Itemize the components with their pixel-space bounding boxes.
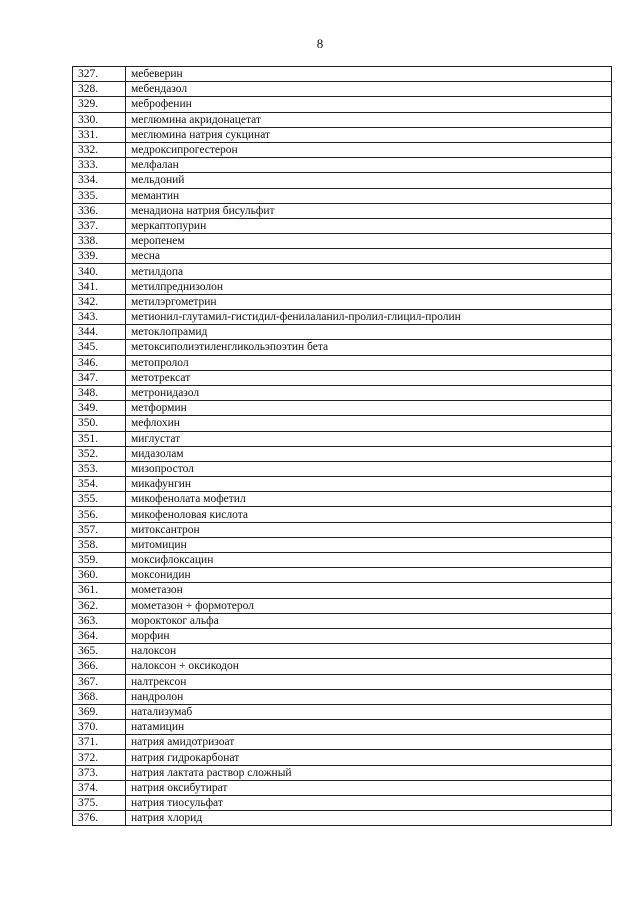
drug-name: мебеверин (126, 67, 612, 82)
row-number: 369. (73, 704, 126, 719)
table-row (73, 279, 612, 294)
table-row (73, 735, 612, 750)
drug-name: микофеноловая кислота (126, 507, 612, 522)
drug-name: мефлохин (126, 416, 612, 431)
row-number: 376. (73, 811, 126, 826)
drug-name: микафунгин (126, 477, 612, 492)
drug-name: мороктоког альфа (126, 613, 612, 628)
row-number: 335. (73, 188, 126, 203)
table-row (73, 659, 612, 674)
row-number: 350. (73, 416, 126, 431)
drug-name: налоксон + оксикодон (126, 659, 612, 674)
table-row (73, 112, 612, 127)
drug-name: налоксон (126, 644, 612, 659)
row-number: 362. (73, 598, 126, 613)
row-number: 352. (73, 446, 126, 461)
table-row (73, 188, 612, 203)
row-number: 336. (73, 203, 126, 218)
row-number: 341. (73, 279, 126, 294)
table-row (73, 765, 612, 780)
drug-list-table (72, 66, 612, 826)
table-row (73, 340, 612, 355)
row-number: 371. (73, 735, 126, 750)
table-row (73, 67, 612, 82)
row-number: 345. (73, 340, 126, 355)
table-row (73, 203, 612, 218)
row-number: 374. (73, 780, 126, 795)
table-row (73, 446, 612, 461)
drug-name: мометазон (126, 583, 612, 598)
table-row (73, 461, 612, 476)
drug-name: натамицин (126, 720, 612, 735)
row-number: 347. (73, 370, 126, 385)
row-number: 366. (73, 659, 126, 674)
drug-name: натрия тиосульфат (126, 796, 612, 811)
drug-name: меропенем (126, 234, 612, 249)
drug-name: меркаптопурин (126, 218, 612, 233)
drug-name: метоклопрамид (126, 325, 612, 340)
table-row (73, 218, 612, 233)
row-number: 337. (73, 218, 126, 233)
row-number: 361. (73, 583, 126, 598)
table-row (73, 522, 612, 537)
table-row (73, 310, 612, 325)
row-number: 346. (73, 355, 126, 370)
table-row (73, 82, 612, 97)
table-row (73, 325, 612, 340)
drug-name: мелфалан (126, 158, 612, 173)
row-number: 327. (73, 67, 126, 82)
row-number: 351. (73, 431, 126, 446)
page-number: 8 (316, 36, 324, 51)
table-row (73, 674, 612, 689)
drug-name: натрия амидотризоат (126, 735, 612, 750)
row-number: 360. (73, 568, 126, 583)
row-number: 334. (73, 173, 126, 188)
table-row (73, 613, 612, 628)
drug-name: месна (126, 249, 612, 264)
row-number: 372. (73, 750, 126, 765)
drug-name: натрия хлорид (126, 811, 612, 826)
table-row (73, 492, 612, 507)
drug-name: метформин (126, 401, 612, 416)
table-body (73, 67, 612, 826)
table-row (73, 780, 612, 795)
drug-name: налтрексон (126, 674, 612, 689)
table-row (73, 628, 612, 643)
row-number: 356. (73, 507, 126, 522)
table-row (73, 477, 612, 492)
row-number: 359. (73, 553, 126, 568)
row-number: 357. (73, 522, 126, 537)
row-number: 332. (73, 142, 126, 157)
drug-name: микофенолата мофетил (126, 492, 612, 507)
drug-name: мизопростол (126, 461, 612, 476)
drug-name: мидазолам (126, 446, 612, 461)
table-row (73, 750, 612, 765)
table-row (73, 355, 612, 370)
drug-name: морфин (126, 628, 612, 643)
row-number: 358. (73, 537, 126, 552)
row-number: 355. (73, 492, 126, 507)
row-number: 353. (73, 461, 126, 476)
row-number: 342. (73, 294, 126, 309)
row-number: 343. (73, 310, 126, 325)
drug-name: нандролон (126, 689, 612, 704)
table-row (73, 796, 612, 811)
drug-name: метотрексат (126, 370, 612, 385)
table-row (73, 568, 612, 583)
drug-name: метилпреднизолон (126, 279, 612, 294)
row-number: 331. (73, 127, 126, 142)
drug-name: метионил-глутамил-гистидил-фенилаланил-пролил-глицил-пролин (126, 310, 612, 325)
table-row (73, 507, 612, 522)
drug-name: натрия лактата раствор сложный (126, 765, 612, 780)
row-number: 338. (73, 234, 126, 249)
drug-name: метопролол (126, 355, 612, 370)
row-number: 328. (73, 82, 126, 97)
table-row (73, 264, 612, 279)
row-number: 365. (73, 644, 126, 659)
table-row (73, 401, 612, 416)
row-number: 340. (73, 264, 126, 279)
drug-name: митоксантрон (126, 522, 612, 537)
table-row (73, 431, 612, 446)
drug-name: метилэргометрин (126, 294, 612, 309)
row-number: 373. (73, 765, 126, 780)
table-row (73, 370, 612, 385)
row-number: 375. (73, 796, 126, 811)
drug-name: метоксиполиэтиленгликольэпоэтин бета (126, 340, 612, 355)
table-row (73, 537, 612, 552)
drug-name: мемантин (126, 188, 612, 203)
drug-name: метронидазол (126, 385, 612, 400)
table-row (73, 644, 612, 659)
table-row (73, 249, 612, 264)
table-row (73, 553, 612, 568)
table-row (73, 720, 612, 735)
table-row (73, 583, 612, 598)
table-row (73, 598, 612, 613)
table-row (73, 689, 612, 704)
row-number: 329. (73, 97, 126, 112)
drug-name: менадиона натрия бисульфит (126, 203, 612, 218)
row-number: 364. (73, 628, 126, 643)
drug-name: мебендазол (126, 82, 612, 97)
table-row (73, 294, 612, 309)
table-row (73, 704, 612, 719)
row-number: 349. (73, 401, 126, 416)
drug-name: меглюмина натрия сукцинат (126, 127, 612, 142)
row-number: 363. (73, 613, 126, 628)
drug-name: митомицин (126, 537, 612, 552)
table-row (73, 416, 612, 431)
row-number: 354. (73, 477, 126, 492)
table-row (73, 385, 612, 400)
drug-name: меброфенин (126, 97, 612, 112)
row-number: 368. (73, 689, 126, 704)
table-row (73, 142, 612, 157)
drug-name: мельдоний (126, 173, 612, 188)
row-number: 370. (73, 720, 126, 735)
drug-name: миглустат (126, 431, 612, 446)
table-row (73, 234, 612, 249)
row-number: 339. (73, 249, 126, 264)
table-row (73, 97, 612, 112)
row-number: 330. (73, 112, 126, 127)
table-row (73, 811, 612, 826)
table-row (73, 158, 612, 173)
drug-name: натализумаб (126, 704, 612, 719)
row-number: 367. (73, 674, 126, 689)
drug-name: моксонидин (126, 568, 612, 583)
drug-name: натрия оксибутират (126, 780, 612, 795)
drug-name: меглюмина акридонацетат (126, 112, 612, 127)
table-row (73, 173, 612, 188)
row-number: 348. (73, 385, 126, 400)
table-row (73, 127, 612, 142)
drug-name: медроксипрогестерон (126, 142, 612, 157)
row-number: 344. (73, 325, 126, 340)
drug-name: метилдопа (126, 264, 612, 279)
row-number: 333. (73, 158, 126, 173)
drug-name: моксифлоксацин (126, 553, 612, 568)
drug-name: мометазон + формотерол (126, 598, 612, 613)
drug-name: натрия гидрокарбонат (126, 750, 612, 765)
